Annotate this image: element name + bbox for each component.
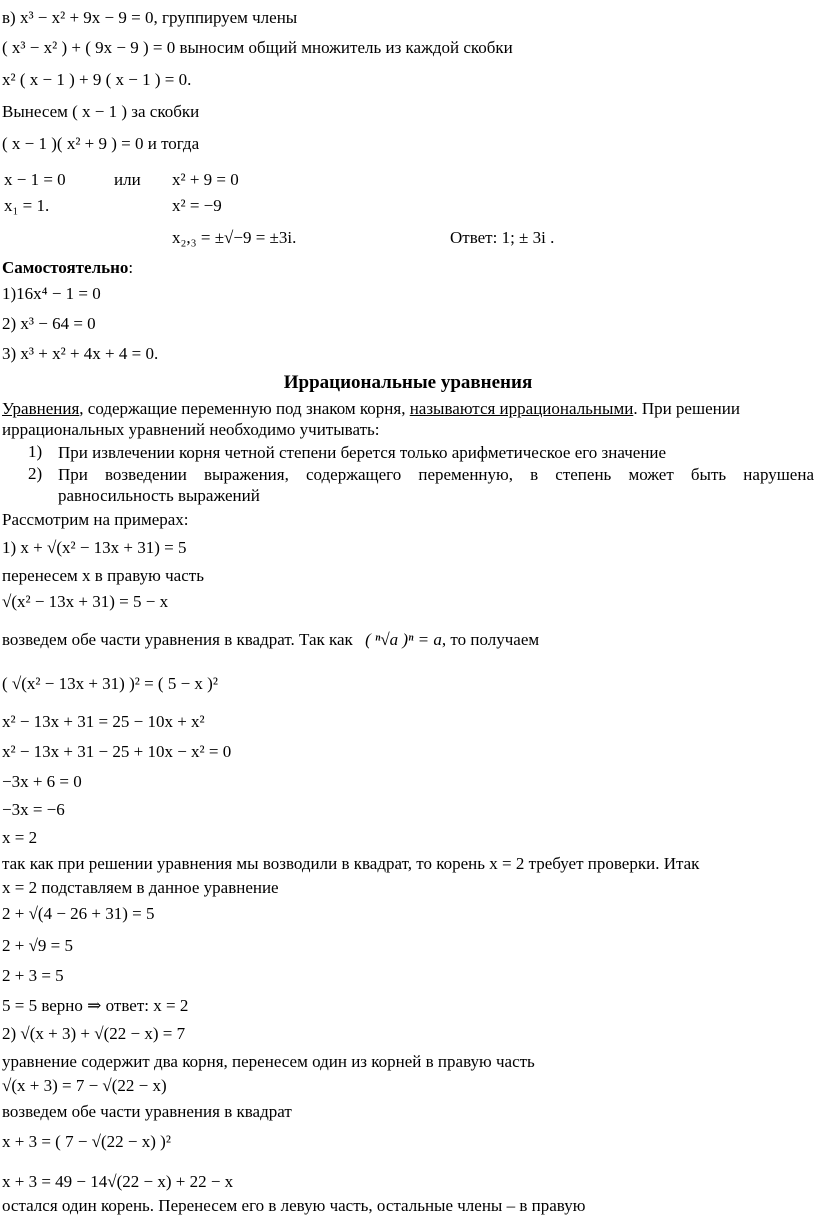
list-item-1-number: 1)	[28, 442, 43, 461]
definition-paragraph	[2, 398, 814, 440]
example-1-check-4: 5 = 5 верно ⇒ ответ: x = 2	[2, 996, 189, 1015]
exercise-2: 2) x³ − 64 = 0	[2, 314, 96, 333]
example-1-equation: 1) x + √(x² − 13x + 31) = 5	[2, 538, 187, 557]
exercise-3: 3) x³ + x² + 4x + 4 = 0.	[2, 344, 159, 363]
example-1-equation-7: −3x = −6	[2, 800, 65, 819]
example-1-check-2: 2 + √9 = 5	[2, 936, 74, 955]
formula-root-power: ( ⁿ√a )ⁿ = a	[365, 630, 442, 649]
text-factor-out: Вынесем ( x − 1 ) за скобки	[2, 102, 200, 121]
equation-case-1: x − 1 = 0	[4, 170, 66, 189]
equation-factored: x² ( x − 1 ) + 9 ( x − 1 ) = 0.	[2, 70, 192, 89]
section-heading: Иррациональные уравнения	[283, 372, 533, 393]
definition-end: . При решении иррациональных уравнений необходимо учитывать:	[2, 399, 740, 439]
equation-line-v: в) x³ − x² + 9x − 9 = 0, группируем члены	[2, 8, 298, 27]
example-2-equation: 2) √(x + 3) + √(22 − x) = 7	[2, 1024, 186, 1043]
list-item-1: При извлечении корня четной степени берется только арифметическое его значение	[58, 443, 667, 462]
example-1-check-text-1: так как при решении уравнения мы возводили в квадрат, то корень x = 2 требует проверки. Итак	[2, 854, 700, 873]
self-work-colon: :	[128, 258, 134, 277]
text-consider-examples: Рассмотрим на примерах:	[2, 510, 189, 529]
example-1-check-text-2: x = 2 подставляем в данное уравнение	[2, 878, 279, 897]
example-2-equation-4: x + 3 = 49 − 14√(22 − x) + 22 − x	[2, 1172, 234, 1191]
list-item-2-number: 2)	[28, 464, 43, 483]
roots-x23: x₂,₃ = ±√−9 = ±3i.	[172, 228, 297, 247]
example-1-check-1: 2 + √(4 − 26 + 31) = 5	[2, 904, 155, 923]
text-or: или	[114, 170, 141, 189]
term-equations: Уравнения	[2, 399, 80, 418]
example-1-equation-5: x² − 13x + 31 − 25 + 10x − x² = 0	[2, 742, 232, 761]
example-1-step-text-2	[2, 630, 539, 650]
self-work-label	[2, 258, 133, 278]
text-then-get: , то получаем	[441, 630, 540, 649]
text-square-both-sides: возведем обе части уравнения в квадрат. Так как	[2, 630, 353, 649]
example-1-equation-2: √(x² − 13x + 31) = 5 − x	[2, 592, 169, 611]
example-2-equation-2: √(x + 3) = 7 − √(22 − x)	[2, 1076, 167, 1095]
example-1-equation-8: x = 2	[2, 828, 38, 847]
example-1-equation-4: x² − 13x + 31 = 25 − 10x + x²	[2, 712, 205, 731]
root-x1: x₁ = 1.	[4, 196, 50, 215]
example-2-step-text-3: остался один корень. Перенесем его в левую часть, остальные члены – в правую	[2, 1196, 586, 1215]
term-irrational: называются иррациональными	[409, 399, 634, 418]
example-2-equation-3: x + 3 = ( 7 − √(22 − x) )²	[2, 1132, 171, 1151]
example-1-check-3: 2 + 3 = 5	[2, 966, 64, 985]
example-1-step-text-1: перенесем x в правую часть	[2, 566, 204, 585]
equation-x-squared: x² = −9	[172, 196, 222, 215]
equation-case-2: x² + 9 = 0	[172, 170, 239, 189]
exercise-1: 1)16x⁴ − 1 = 0	[2, 284, 101, 303]
definition-mid: , содержащие переменную под знаком корня,	[79, 399, 410, 418]
example-1-equation-3: ( √(x² − 13x + 31) )² = ( 5 − x )²	[2, 674, 218, 693]
example-2-step-text-1: уравнение содержит два корня, перенесем один из корней в правую часть	[2, 1052, 535, 1071]
equation-product: ( x − 1 )( x² + 9 ) = 0 и тогда	[2, 134, 200, 153]
list-item-2: При возведении выражения, содержащего переменную, в степень может быть нарушена равносильность выражений	[58, 465, 814, 505]
equation-grouped: ( x³ − x² ) + ( 9x − 9 ) = 0 выносим общий множитель из каждой скобки	[2, 38, 513, 57]
example-2-step-text-2: возведем обе части уравнения в квадрат	[2, 1102, 292, 1121]
example-1-equation-6: −3x + 6 = 0	[2, 772, 82, 791]
self-work-title: Самостоятельно	[2, 258, 129, 277]
answer-line: Ответ: 1; ± 3i .	[450, 228, 555, 247]
